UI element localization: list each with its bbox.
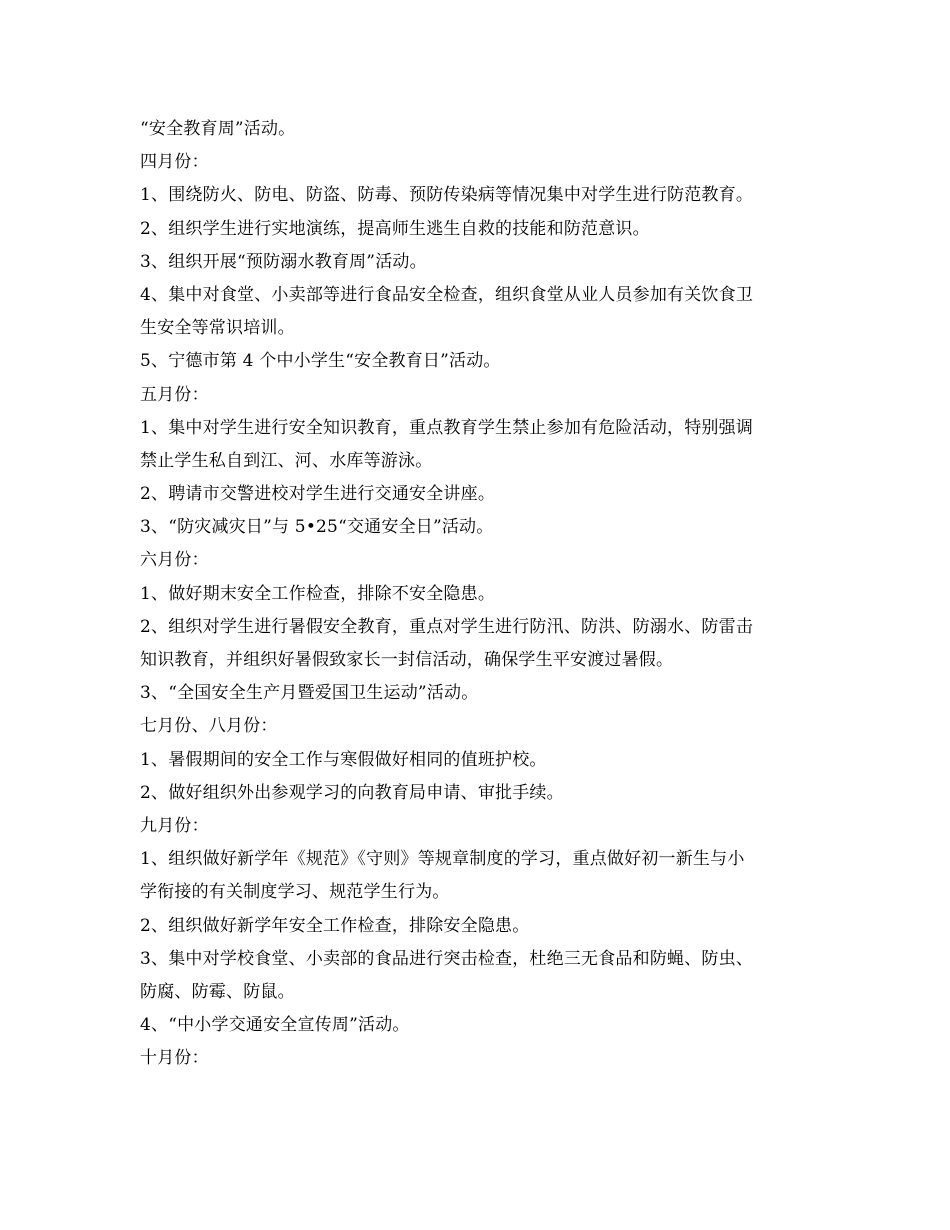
section-heading-may: 五月份： <box>140 384 209 405</box>
text-line: 2、聘请市交警进校对学生进行交通安全讲座。 <box>140 484 496 505</box>
text-line: 3、“全国安全生产月暨爱国卫生运动”活动。 <box>140 683 479 704</box>
text-line: 3、组织开展“预防溺水教育周”活动。 <box>140 251 427 272</box>
section-heading-july-august: 七月份、八月份： <box>140 716 278 737</box>
text-line: “安全教育周”活动。 <box>140 119 296 139</box>
text-line: 4、“中小学交通安全宣传周”活动。 <box>140 1015 410 1036</box>
section-heading-september: 九月份： <box>140 815 209 836</box>
text-line: 学衔接的有关制度学习、规范学生行为。 <box>140 882 450 903</box>
text-line: 禁止学生私自到江、河、水库等游泳。 <box>140 450 433 471</box>
text-line: 3、“防灾减灾日”与 5•25“交通安全日”活动。 <box>140 517 494 538</box>
text-line: 1、暑假期间的安全工作与寒假做好相同的值班护校。 <box>140 749 547 770</box>
text-line: 5、宁德市第 4 个中小学生“安全教育日”活动。 <box>140 351 501 372</box>
text-line: 2、做好组织外出参观学习的向教育局申请、审批手续。 <box>140 782 564 803</box>
text-line: 1、围绕防火、防电、防盗、防毒、预防传染病等情况集中对学生进行防范教育。 <box>140 185 754 206</box>
section-heading-april: 四月份： <box>140 152 209 173</box>
section-heading-october: 十月份： <box>140 1048 209 1069</box>
text-line: 3、集中对学校食堂、小卖部的食品进行突击检查，杜绝三无食品和防蝇、防虫、 <box>140 948 754 969</box>
text-line: 2、组织对学生进行暑假安全教育，重点对学生进行防汛、防洪、防溺水、防雷击 <box>140 616 754 637</box>
text-line: 1、集中对学生进行安全知识教育，重点教育学生禁止参加有危险活动，特别强调 <box>140 417 754 438</box>
document-body <box>140 113 820 1075</box>
text-line: 1、做好期末安全工作检查，排除不安全隐患。 <box>140 583 496 604</box>
text-line: 2、组织学生进行实地演练，提高师生逃生自救的技能和防范意识。 <box>140 218 650 239</box>
text-line: 1、组织做好新学年《规范》《守则》等规章制度的学习，重点做好初一新生与小 <box>140 849 745 870</box>
text-line: 4、集中对食堂、小卖部等进行食品安全检查，组织食堂从业人员参加有关饮食卫 <box>140 284 754 305</box>
section-heading-june: 六月份： <box>140 550 209 571</box>
text-line: 防腐、防霉、防鼠。 <box>140 981 295 1002</box>
text-line: 2、组织做好新学年安全工作检查，排除安全隐患。 <box>140 915 530 936</box>
text-line: 知识教育，并组织好暑假致家长一封信活动，确保学生平安渡过暑假。 <box>140 650 674 670</box>
text-line: 生安全等常识培训。 <box>140 318 295 339</box>
